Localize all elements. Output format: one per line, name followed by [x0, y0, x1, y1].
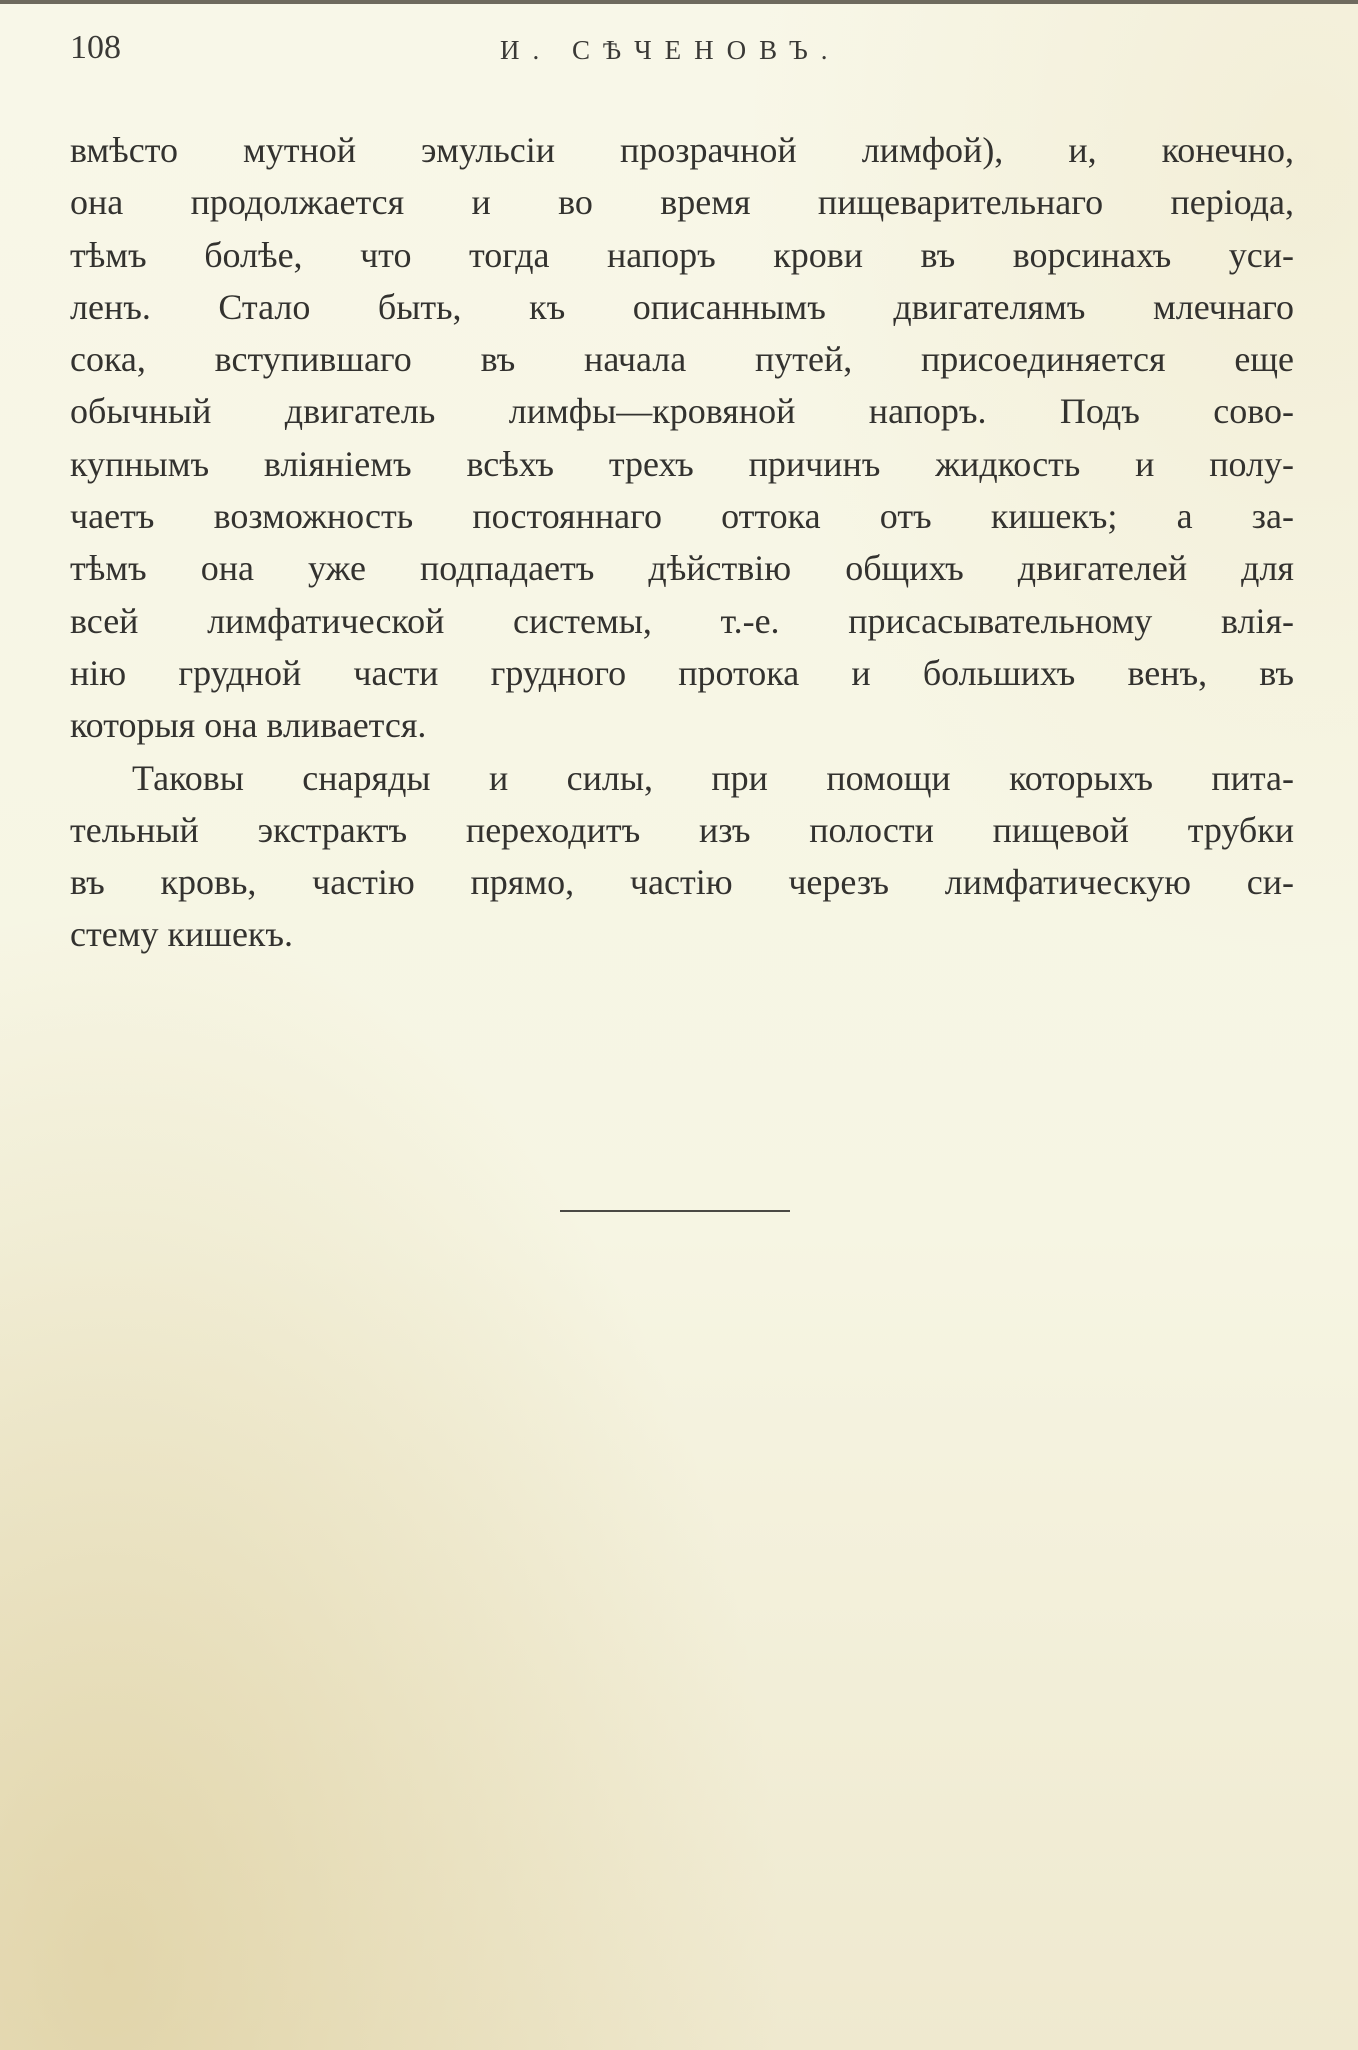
paragraph-1 [70, 124, 1294, 752]
text-line: Таковы снаряды и силы, при помощи которыхъ пита- [132, 757, 1294, 798]
paragraph-2 [70, 752, 1294, 961]
text-line: нію грудной части грудного протока и большихъ венъ, въ [70, 652, 1294, 693]
section-divider [560, 1210, 790, 1212]
text-line: стему кишекъ. [70, 914, 294, 955]
text-line: вмѣсто мутной эмульсіи прозрачной лимфой), и, конечно, [70, 130, 1294, 170]
text-line: тѣмъ она уже подпадаетъ дѣйствію общихъ двигателей для [70, 548, 1294, 589]
running-head: И. СѢЧЕНОВЪ. [500, 35, 841, 65]
text-line: она продолжается и во время пищеварительнаго періода, [70, 182, 1294, 223]
text-line: обычный двигатель лимфы—кровяной напоръ. Подъ сово- [70, 391, 1294, 432]
text-line: которыя она вливается. [70, 705, 427, 746]
text-line: ленъ. Стало быть, къ описаннымъ двигателямъ млечнаго [70, 286, 1294, 327]
text-line: тѣмъ болѣе, что тогда напоръ крови въ ворсинахъ уси- [70, 234, 1294, 275]
text-line: купнымъ вліяніемъ всѣхъ трехъ причинъ жидкость и полу- [70, 443, 1294, 484]
page-top-edge [0, 0, 1358, 4]
page-header [70, 28, 1300, 68]
text-line: тельный экстрактъ переходитъ изъ полости пищевой трубки [70, 809, 1294, 850]
text-line: всей лимфатической системы, т.-е. присасывательному влія- [70, 600, 1294, 641]
text-line: чаетъ возможность постояннаго оттока отъ кишекъ; а за- [70, 496, 1294, 537]
text-line: сока, вступившаго въ начала путей, присоединяется еще [70, 339, 1294, 380]
text-line: въ кровь, частію прямо, частію черезъ лимфатическую си- [70, 862, 1294, 903]
page-number: 108 [70, 29, 121, 66]
body-text [70, 124, 1294, 961]
